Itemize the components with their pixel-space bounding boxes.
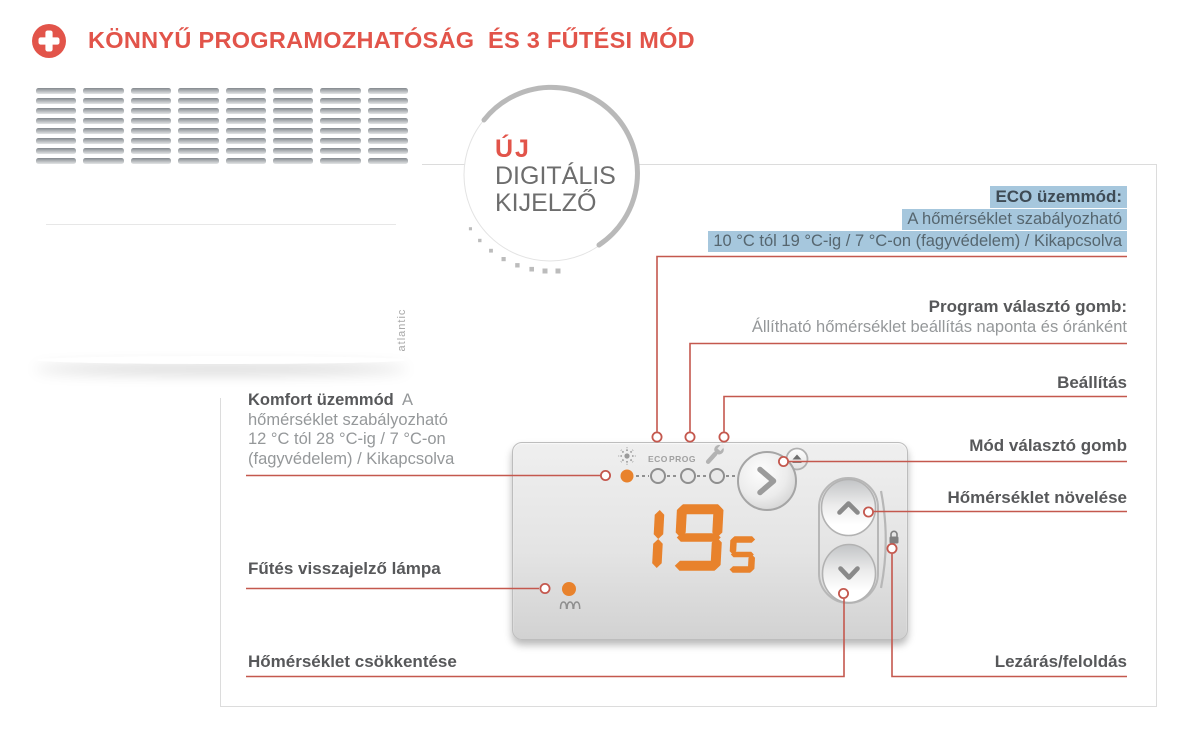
sun-icon	[619, 448, 636, 465]
label-heat-led: Fűtés visszajelző lámpa	[248, 559, 441, 578]
convector-heater	[24, 76, 422, 398]
mode-select-button[interactable]	[738, 452, 796, 510]
new-display-badge	[455, 80, 655, 280]
label-eco-mode	[708, 186, 1127, 252]
comfort-line2: hőmérséklet szabályozható	[248, 410, 448, 429]
badge-line2: DIGITÁLIS	[495, 162, 616, 190]
brand-logo: atlantic	[396, 308, 408, 352]
eco-mode-label: ECO	[648, 454, 668, 464]
program-title: Program választó gomb:	[928, 297, 1127, 316]
prog-mode-dot	[681, 469, 695, 483]
eco-mode-title: ECO üzemmód:	[990, 186, 1127, 208]
comfort-line3: 12 °C tól 28 °C-ig / 7 °C-on	[248, 430, 446, 448]
badge-text	[495, 136, 616, 217]
lock-icon	[890, 531, 899, 543]
prog-mode-label: PROG	[669, 454, 697, 464]
eco-mode-line2: A hőmérséklet szabályozható	[902, 209, 1127, 230]
label-comfort-mode	[248, 391, 508, 469]
program-desc: Állítható hőmérséklet beállítás naponta és óránként	[751, 318, 1127, 336]
page-title: KÖNNYŰ PROGRAMOZHATÓSÁG ÉS 3 FŰTÉSI MÓD	[88, 27, 695, 53]
wrench-icon	[703, 443, 727, 467]
settings-mode-dot	[710, 469, 724, 483]
eco-mode-line3: 10 °C tól 19 °C-ig / 7 °C-on (fagyvédelem) / Kikapcsolva	[708, 231, 1127, 252]
label-settings: Beállítás	[1057, 373, 1127, 392]
label-lock: Lezárás/feloldás	[994, 652, 1127, 671]
eco-mode-dot	[651, 469, 665, 483]
heater-seam	[46, 224, 396, 225]
temp-down-button[interactable]	[823, 545, 876, 603]
comfort-mode-led	[621, 470, 634, 483]
temp-up-button[interactable]	[822, 480, 876, 536]
heater-vents	[36, 88, 408, 164]
comfort-suffix: A	[393, 391, 414, 409]
badge-new: ÚJ	[495, 135, 531, 163]
heating-element-icon	[561, 602, 580, 609]
badge-line3: KIJELZŐ	[495, 189, 597, 217]
comfort-title: Komfort üzemmód	[248, 391, 394, 409]
seven-segment-display	[652, 504, 758, 573]
comfort-line4: (fagyvédelem) / Kikapcsolva	[248, 449, 455, 468]
mode-indicator-dots	[621, 469, 737, 483]
label-temp-up: Hőmérséklet növelése	[947, 488, 1127, 507]
thermostat-panel	[512, 442, 908, 640]
label-mode-button: Mód választó gomb	[969, 436, 1127, 455]
plus-icon	[31, 23, 67, 64]
label-temp-down: Hőmérséklet csökkentése	[248, 652, 457, 671]
bracket-line	[881, 491, 886, 588]
label-program-button	[752, 296, 1127, 338]
heating-indicator-led	[562, 582, 576, 596]
heater-body	[24, 76, 422, 398]
